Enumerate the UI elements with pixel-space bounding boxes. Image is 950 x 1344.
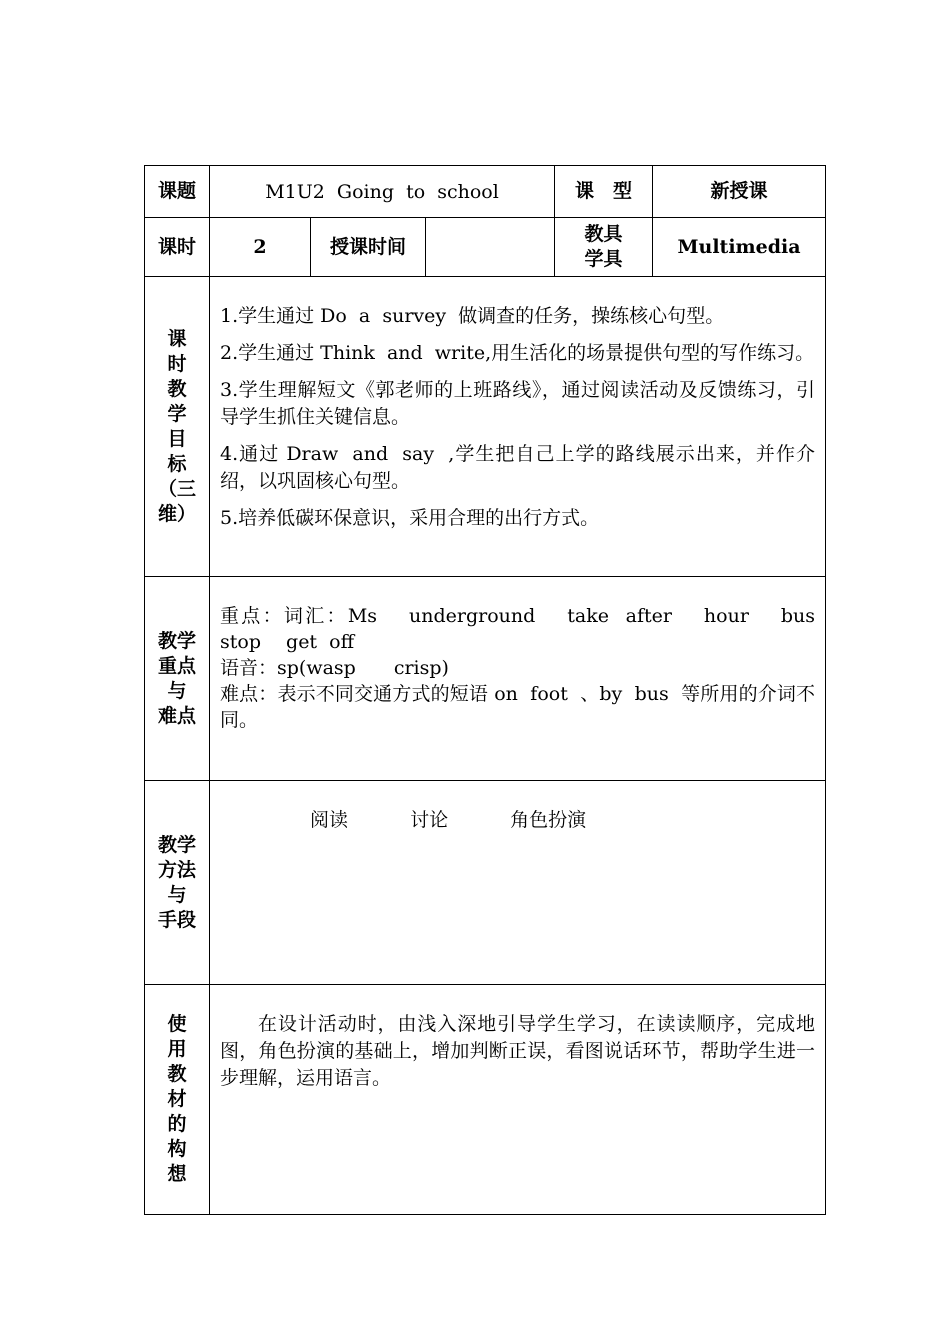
row-design: [145, 985, 826, 1215]
goal-item-2: 2.学生通过 Think and write,用生活化的场景提供句型的写作练习。: [220, 342, 815, 364]
tools-label: [555, 218, 653, 277]
goals-content: [210, 277, 826, 577]
tools-value: Multimedia: [653, 218, 826, 277]
type-value: 新授课: [653, 166, 826, 218]
type-label: 课 型: [555, 166, 653, 218]
row-methods: [145, 781, 826, 985]
methods-label: 教学 方法 与 手段: [145, 781, 210, 985]
goal-item-1: 1.学生通过 Do a survey 做调查的任务，操练核心句型。: [220, 305, 725, 327]
goals-label: 课 时 教 学 目 标 （三 维）: [145, 277, 210, 577]
time-value: [426, 218, 555, 277]
method-reading: 阅读: [310, 809, 349, 831]
time-label: 授课时间: [311, 218, 426, 277]
key-point-focus: 重点：词汇：Ms underground take after hour bus stop get off: [220, 605, 828, 653]
topic-label: 课题: [145, 166, 210, 218]
method-role-play: 角色扮演: [510, 809, 587, 831]
row-goals: [145, 277, 826, 577]
goal-item-5: 5.培养低碳环保意识，采用合理的出行方式。: [220, 507, 600, 529]
goal-item-3: 3.学生理解短文《郭老师的上班路线》，通过阅读活动及反馈练习，引导学生抓住关键信息。: [220, 379, 816, 428]
key-points-label: 教学 重点 与 难点: [145, 577, 210, 781]
tools-label-line2: 学具: [584, 248, 623, 270]
period-value: 2: [210, 218, 311, 277]
row-topic: [145, 166, 826, 218]
design-text: 在设计活动时，由浅入深地引导学生学习，在读读顺序，完成地图，角色扮演的基础上，增加判断正误，看图说话环节，帮助学生进一步理解，运用语言。: [220, 1013, 816, 1089]
method-discussion: 讨论: [410, 809, 449, 831]
goal-item-4: 4.通过 Draw and say ,学生把自己上学的路线展示出来，并作介绍，以巩固核心句型。: [220, 443, 816, 492]
lesson-plan-table: [144, 165, 826, 1215]
topic-value: M1U2 Going to school: [210, 166, 555, 218]
design-content: [210, 985, 826, 1215]
methods-content: [210, 781, 826, 985]
key-point-difficulty: 难点：表示不同交通方式的短语 on foot 、by bus 等所用的介词不同。: [220, 683, 816, 731]
row-period: [145, 218, 826, 277]
period-label: 课时: [145, 218, 210, 277]
design-label: 使 用 教 材 的 构 想: [145, 985, 210, 1215]
row-key-points: [145, 577, 826, 781]
key-points-content: [210, 577, 826, 781]
tools-label-line1: 教具: [584, 223, 623, 245]
key-point-phonics: 语音：sp(wasp crisp): [220, 657, 449, 679]
